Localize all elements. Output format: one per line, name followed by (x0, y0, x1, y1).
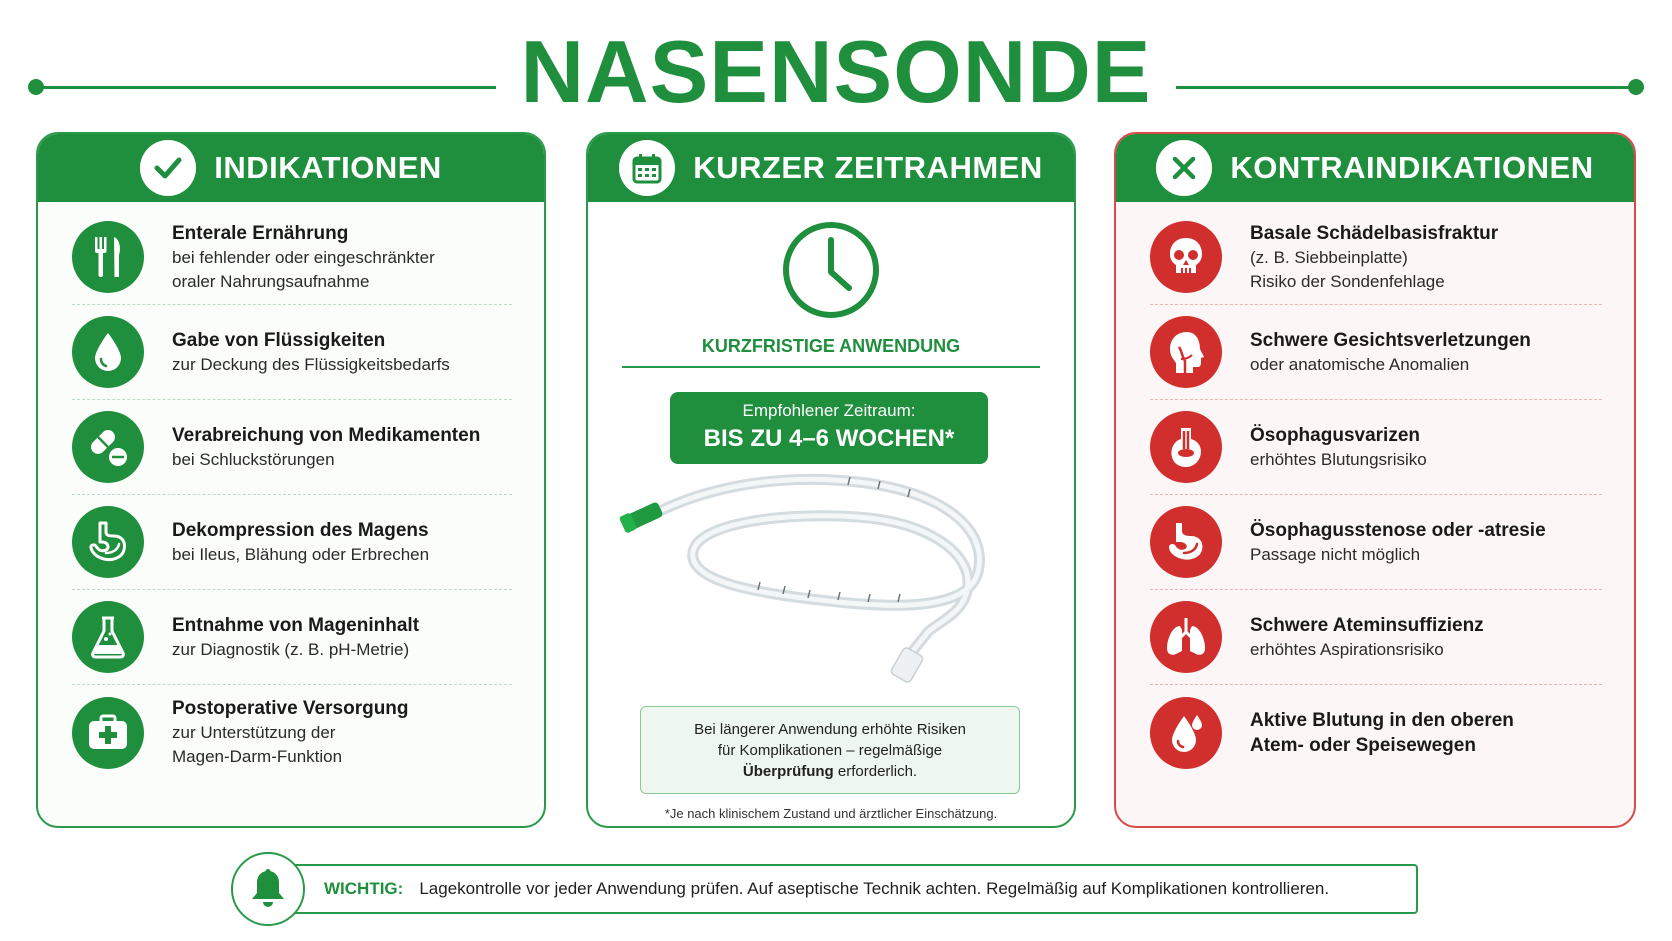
warning-line: für Komplikationen – regelmäßige (717, 742, 943, 759)
kontraindikationen-title: KONTRAINDIKATIONEN (1230, 150, 1594, 185)
item-text: erhöhtes Blutungsrisiko (1250, 449, 1427, 469)
item-text: Risiko der Sondenfehlage (1250, 271, 1445, 291)
lungs-icon (1150, 601, 1222, 673)
item-title: Entnahme von Mageninhalt (172, 614, 420, 636)
zeitrahmen-title: KURZER ZEITRAHMEN (693, 150, 1043, 185)
item-title: Verabreichung von Medikamenten (172, 424, 481, 446)
title-dot-right (1628, 79, 1644, 95)
clock-icon (781, 220, 881, 320)
bell-icon (231, 852, 305, 926)
list-item (72, 590, 512, 685)
kontraindikationen-header (1116, 134, 1634, 202)
item-text: (z. B. Siebbeinplatte) (1250, 247, 1408, 267)
stomach-icon (1150, 506, 1222, 578)
item-title: Schwere Ateminsuffizienz (1250, 614, 1484, 636)
item-text: erhöhtes Aspirationsrisiko (1250, 639, 1444, 659)
zeitrahmen-header (588, 134, 1074, 202)
empfohlen-box (670, 392, 988, 464)
list-item (1150, 400, 1602, 495)
nasogastric-tube-illustration (608, 472, 1058, 692)
item-text: bei fehlender oder eingeschränkter (172, 247, 435, 267)
item-text: Passage nicht möglich (1250, 544, 1421, 564)
kurzfristig-label: KURZFRISTIGE ANWENDUNG (701, 336, 961, 356)
list-item (1150, 210, 1602, 305)
esophagus-icon (1150, 411, 1222, 483)
x-icon (1156, 140, 1212, 196)
calendar-icon (619, 140, 675, 196)
warning-box (640, 706, 1020, 794)
item-title: Dekompression des Magens (172, 519, 429, 541)
kontraindikationen-card (1114, 132, 1636, 828)
item-title: Enterale Ernährung (172, 222, 349, 244)
check-icon (140, 140, 196, 196)
zeitrahmen-card (586, 132, 1076, 828)
flask-icon (72, 601, 144, 673)
head-profile-icon (1150, 316, 1222, 388)
droplet-icon (72, 316, 144, 388)
item-title: Ösophagusvarizen (1250, 424, 1420, 446)
item-text: oder anatomische Anomalien (1250, 354, 1470, 374)
item-text: zur Deckung des Flüssigkeitsbedarfs (172, 354, 450, 374)
title-line-right (1176, 86, 1636, 89)
skull-icon (1150, 221, 1222, 293)
list-item (1150, 685, 1602, 780)
indikationen-header (38, 134, 544, 202)
warning-rest: erforderlich. (833, 763, 918, 780)
item-text: zur Diagnostik (z. B. pH-Metrie) (172, 639, 410, 659)
medical-cross-icon (72, 697, 144, 769)
empfohlen-label: Empfohlener Zeitraum: (742, 401, 916, 420)
title-row (0, 20, 1672, 121)
wichtig-label: WICHTIG: (324, 879, 404, 898)
item-title: Aktive Blutung in den oberen (1250, 709, 1514, 731)
item-title: Gabe von Flüssigkeiten (172, 329, 386, 351)
indikationen-title: INDIKATIONEN (214, 150, 442, 185)
empfohlen-value: BIS ZU 4–6 WOCHEN* (703, 425, 955, 452)
stomach-icon (72, 506, 144, 578)
item-title: Basale Schädelbasisfraktur (1250, 222, 1499, 244)
list-item (1150, 495, 1602, 590)
item-text: oraler Nahrungsaufnahme (172, 271, 370, 291)
fork-knife-icon (72, 221, 144, 293)
wichtig-bar (268, 864, 1418, 914)
pills-icon (72, 411, 144, 483)
list-item (72, 305, 512, 400)
wichtig-text: Lagekontrolle vor jeder Anwendung prüfen. Auf aseptische Technik achten. Regelmäßig auf Komplikationen kontrollieren. (419, 879, 1330, 898)
list-item (1150, 305, 1602, 400)
indikationen-card (36, 132, 546, 828)
item-title: Ösophagusstenose oder -atresie (1250, 519, 1546, 541)
item-title: Schwere Gesichtsverletzungen (1250, 329, 1531, 351)
divider (622, 366, 1040, 368)
list-item (72, 210, 512, 305)
list-item (1150, 590, 1602, 685)
item-text: Magen-Darm-Funktion (172, 747, 343, 766)
footnote: *Je nach klinischem Zustand und ärztlicher Einschätzung. (664, 806, 998, 821)
item-text: bei Schluckstörungen (172, 449, 335, 469)
item-text: zur Unterstützung der (172, 723, 336, 742)
list-item (72, 685, 512, 780)
warning-bold: Überprüfung (742, 763, 834, 780)
item-text: bei Ileus, Blähung oder Erbrechen (172, 544, 430, 564)
warning-line: Bei längerer Anwendung erhöhte Risiken (694, 721, 966, 738)
page-title: NASENSONDE (520, 22, 1152, 121)
title-line-left (36, 86, 496, 89)
item-title: Postoperative Versorgung (172, 698, 409, 719)
list-item (72, 495, 512, 590)
item-title-line: Atem- oder Speisewegen (1250, 734, 1476, 756)
list-item (72, 400, 512, 495)
blood-drop-icon (1150, 697, 1222, 769)
